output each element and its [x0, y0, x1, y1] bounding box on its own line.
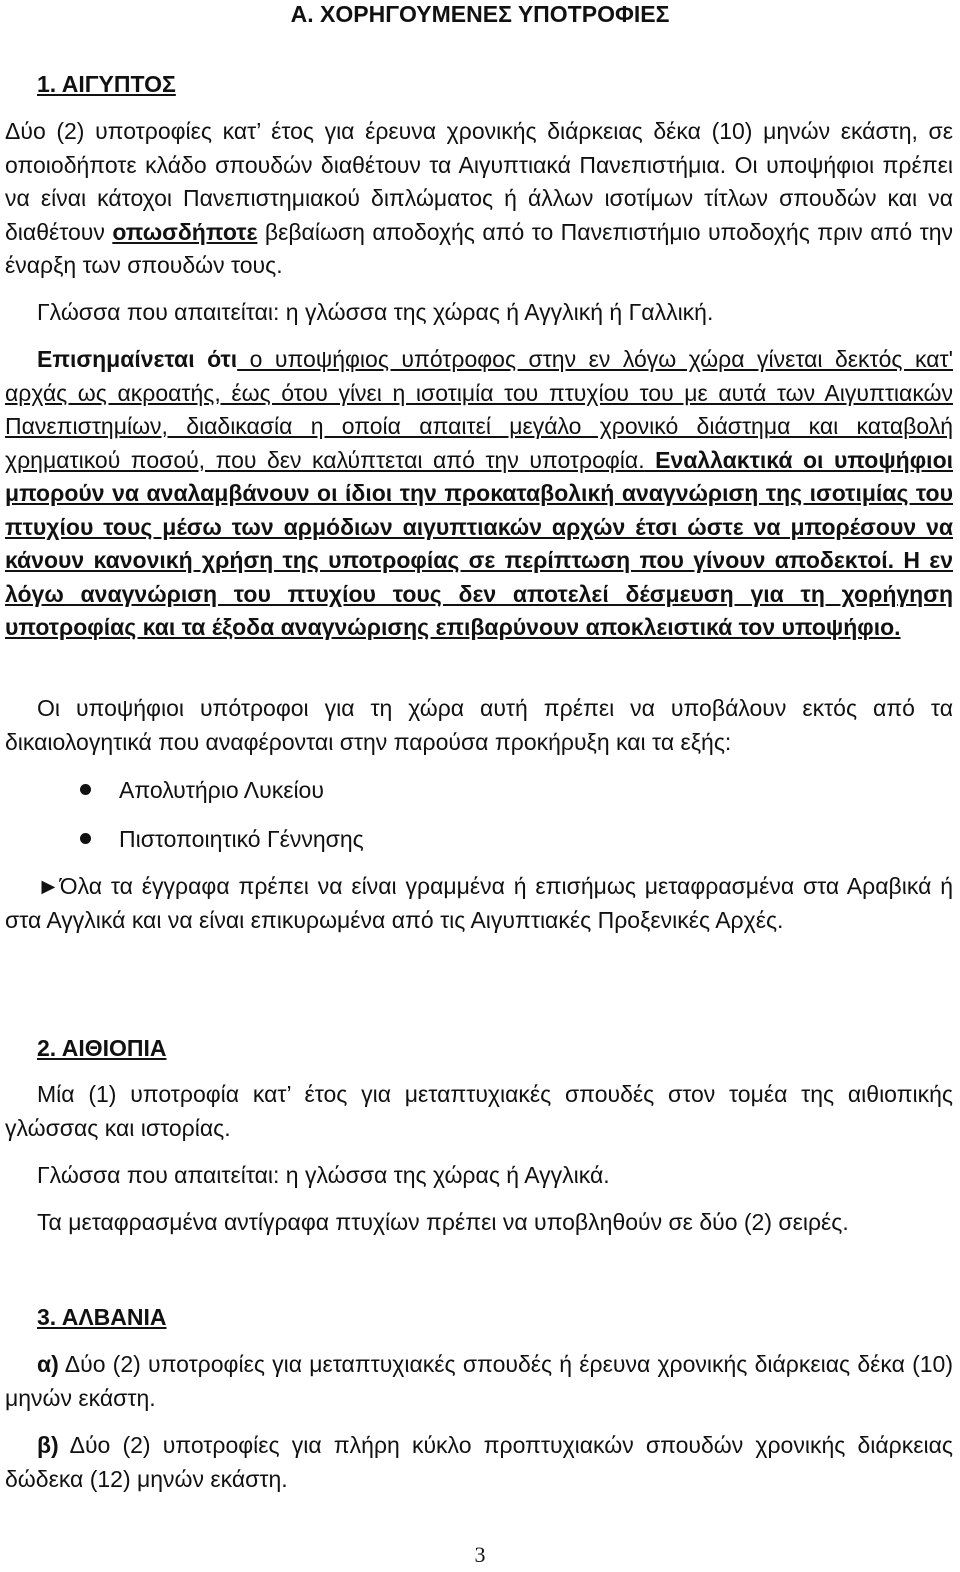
- ethiopia-intro-paragraph: [5, 1078, 953, 1145]
- ethiopia-intro-text: Μία (1) υποτροφία κατ’ έτος για μεταπτυχιακές σπουδές στον τομέα της αιθιοπικής γλώσσας και ιστορίας.: [5, 1081, 953, 1141]
- albania-item-b-text: Δύο (2) υποτροφίες για πλήρη κύκλο προπτυχιακών σπουδών χρονικής διάρκειας δώδεκα (12) μηνών εκάστη.: [5, 1432, 953, 1492]
- egypt-translation-paragraph: [5, 870, 953, 937]
- bullet-icon: [80, 784, 91, 795]
- ethiopia-language-text: Γλώσσα που απαιτείται: η γλώσσα της χώρας ή Αγγλικά.: [37, 1162, 610, 1188]
- egypt-note-bold: Επισημαίνεται ότι: [37, 346, 238, 372]
- page-title: [0, 0, 960, 28]
- egypt-translation-text: Όλα τα έγγραφα πρέπει να είναι γραμμένα ή επισήμως μεταφρασμένα στα Αραβικά ή στα Αγγλικά και να είναι επικυρωμένα από τις Αιγυπτιακές Προξενικές Αρχές.: [5, 873, 953, 933]
- egypt-language-line: [5, 296, 953, 330]
- albania-item-b: [5, 1429, 953, 1496]
- egypt-intro-text-b: βεβαίωση αποδοχής από το Πανεπιστήμιο υποδοχής πριν από την έναρξη των σπουδών τους.: [5, 218, 953, 278]
- ethiopia-language-line: [5, 1159, 953, 1193]
- egypt-docs-intro-text: Οι υποψήφιοι υπότροφοι για τη χώρα αυτή πρέπει να υποβάλουν εκτός από τα δικαιολογητικά που αναφέρονται στην παρούσα προκήρυξη και τα εξής:: [5, 695, 953, 755]
- section-heading-egypt: 1. ΑΙΓΥΠΤΟΣ: [37, 71, 176, 97]
- egypt-intro-paragraph: [5, 115, 953, 283]
- egypt-intro-text-a: Δύο (2) υποτροφίες κατ’ έτος για έρευνα χρονικής διάρκειας δέκα (10) μηνών εκάστη, σε οποιοδήποτε κλάδο σπουδών διαθέτουν τα Αιγυπτιακά Πανεπιστήμια. Οι υποψήφιοι πρέπει να είναι κάτοχοι Πανεπιστημιακού διπλώματος ή άλλων ισοτίμων τίτλων σπουδών και να διαθέτουν: [5, 118, 953, 245]
- arrow-right-icon: ►: [37, 873, 60, 899]
- albania-item-a-label: α): [37, 1351, 59, 1377]
- albania-item-a: [5, 1348, 953, 1415]
- bullet-icon: [80, 833, 91, 844]
- ethiopia-copies-line: [5, 1206, 953, 1240]
- egypt-note-underlined: ο υποψήφιος υπότροφος στην εν λόγω χώρα γίνεται δεκτός κατ' αρχάς ως ακροατής, έως ότου γίνει η ισοτιμία του πτυχίου του με αυτά των Αιγυπτιακών Πανεπιστημίων, διαδικασία η οποία απαιτεί μεγάλο χρονικό διάστημα και καταβολή χρηματικού ποσού, που δεν καλύπτεται από την υποτροφία.: [5, 346, 953, 473]
- egypt-note-bold-underlined: Εναλλακτικά οι υποψήφιοι μπορούν να αναλαμβάνουν οι ίδιοι την προκαταβολική αναγνώριση της ισοτιμίας του πτυχίου τους μέσω των αρμόδιων αιγυπτιακών αρχών έτσι ώστε να μπορέσουν να κάνουν κανονική χρήση της υποτροφίας σε περίπτωση που γίνουν αποδεκτοί. Η εν λόγω αναγνώριση του πτυχίου τους δεν αποτελεί δέσμευση για τη χορήγηση υποτροφίας και τα έξοδα αναγνώρισης επιβαρύνουν αποκλειστικά τον υποψήφιο.: [5, 446, 954, 640]
- list-item-text: Απολυτήριο Λυκείου: [119, 777, 324, 803]
- list-item-text: Πιστοποιητικό Γέννησης: [119, 826, 364, 852]
- albania-item-a-text: Δύο (2) υποτροφίες για μεταπτυχιακές σπουδές ή έρευνα χρονικής διάρκειας δέκα (10) μηνών εκάστη.: [5, 1351, 953, 1411]
- egypt-docs-intro: [5, 692, 953, 759]
- page-number: 3: [474, 1542, 486, 1567]
- egypt-intro-emphasis: οπωσδήποτε: [112, 218, 258, 245]
- egypt-language-text: Γλώσσα που απαιτείται: η γλώσσα της χώρας ή Αγγλική ή Γαλλική.: [37, 299, 714, 325]
- albania-item-b-label: β): [37, 1432, 59, 1458]
- page-title-text: Α. ΧΟΡΗΓΟΥΜΕΝΕΣ ΥΠΟΤΡΟΦΙΕΣ: [290, 1, 670, 27]
- egypt-note-paragraph: [5, 343, 953, 645]
- section-heading-ethiopia: 2. ΑΙΘΙΟΠΙΑ: [37, 1035, 167, 1061]
- ethiopia-copies-text: Τα μεταφρασμένα αντίγραφα πτυχίων πρέπει να υποβληθούν σε δύο (2) σειρές.: [37, 1209, 849, 1235]
- section-heading-albania: 3. ΑΛΒΑΝΙΑ: [37, 1304, 167, 1330]
